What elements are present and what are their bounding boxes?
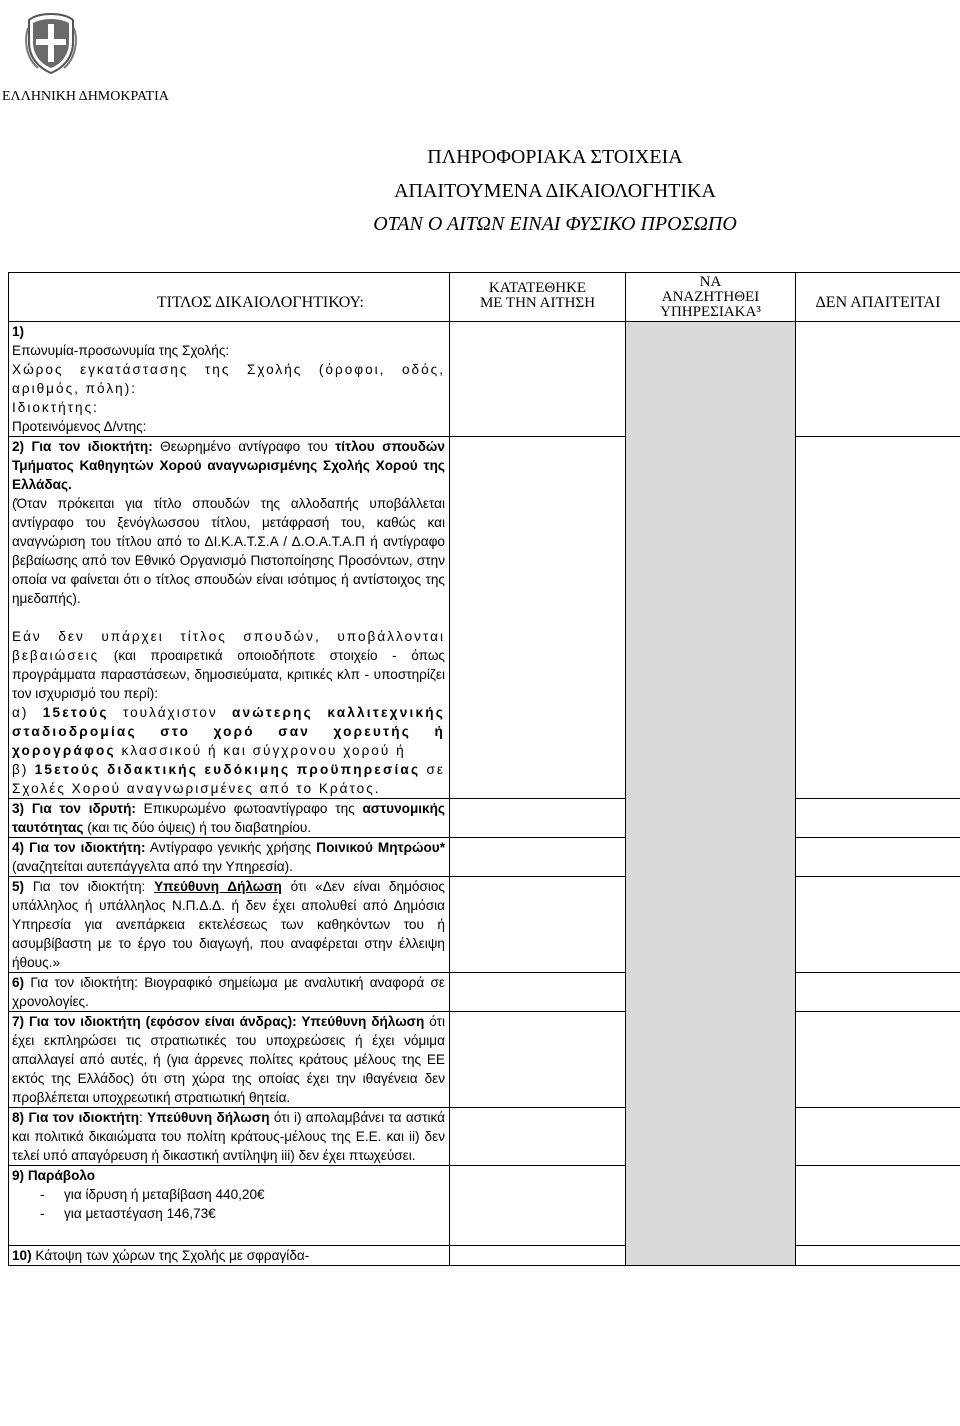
table-row [9,973,960,1012]
row-8-text [9,1108,450,1166]
table-row [9,838,960,877]
row-7-lead: 7) Για τον ιδιοκτήτη (εφόσον είναι άνδρας): Υπεύθυνη δήλωση [12,1014,425,1029]
to-search-shaded-column [626,322,796,1266]
row-10-number: 10) [12,1248,32,1263]
row-1-line-4: Ιδιοκτήτης: [12,400,99,415]
table-row [9,322,960,437]
table-row [9,1246,960,1266]
row-10-submitted-cell[interactable] [450,1246,626,1266]
row-3-submitted-cell[interactable] [450,799,626,838]
table-row [9,799,960,838]
row-8-text-a: ότι i) απολαμβάνει τα αστικά και πολιτικά δικαιώματα του πολίτη κράτους-μέλους της Ε.Ε. και ii) δεν τελεί υπό απαγόρευση ή δικαστική αντίληψη iii) δεν έχει πτωχεύσει. [12,1110,445,1163]
row-8-submitted-cell[interactable] [450,1108,626,1166]
row-5-not-required-cell[interactable] [796,877,960,973]
row-9-item-2 [12,1204,445,1223]
row-3-text [9,799,450,838]
row-1-line-1: Επωνυμία-προσωνυμία της Σχολής: [12,343,230,358]
row-2-no-title-a: Εάν δεν υπάρχει τίτλος σπουδών, υποβάλλονται βεβαιώσεις [12,629,445,663]
row-1-number: 1) [12,324,25,339]
row-9-item-2-text: για μεταστέγαση 146,73€ [64,1206,216,1221]
title-line-1: ΠΛΗΡΟΦΟΡΙΑΚΑ ΣΤΟΙΧΕΙΑ [427,146,683,168]
header-to-search [626,273,796,322]
row-3-text-a: Επικυρωμένο φωτοαντίγραφο της [135,801,363,816]
row-4-not-required-cell[interactable] [796,838,960,877]
header-not-required: ΔΕΝ ΑΠΑΙΤΕΙΤΑΙ [796,273,960,322]
row-2-text-a: Θεωρημένο αντίγραφο του [152,439,336,454]
row-5-declaration: Υπεύθυνη Δήλωση [154,879,282,894]
row-3-not-required-cell[interactable] [796,799,960,838]
row-2-alpha-tail: κλασσικού ή και σύγχρονου χορού ή [115,743,406,758]
row-2-beta-label: β) [12,762,35,777]
row-4-text-b: (αναζητείται αυτεπάγγελτα από την Υπηρεσία). [12,859,293,874]
row-5-text-a: Για τον ιδιοκτήτη: [24,879,155,894]
table-row [9,1012,960,1108]
table-header-row [9,273,960,322]
row-2-bold-title: τίτλου σπουδών Τμήματος Καθηγητών Χορού αναγνωρισμένης Σχολής Χορού της Ελλάδας. [12,439,445,492]
row-6-text-a: Για τον ιδιοκτήτη: Βιογραφικό σημείωμα με αναλυτική αναφορά σε χρονολογίες. [12,975,445,1009]
row-2-beta-service: 15ετούς διδακτικής ευδόκιμης προϋπηρεσίας [34,762,421,777]
row-3-text-b: (και τις δύο όψεις) ή του διαβατηρίου. [83,820,312,835]
row-2-alpha-years: 15ετούς [42,705,109,720]
header-search-line-3: ΥΠΗΡΕΣΙΑΚΑ³ [660,304,761,320]
header-submitted-line-2: ΜΕ ΤΗΝ ΑΙΤΗΣΗ [479,295,596,311]
row-7-text-a: ότι έχει εκπληρώσει τις στρατιωτικές του υποχρεώσεις ή έχει νόμιμα απαλλαγεί από αυτές, ή (για άρρενες πολίτες κράτους μέλους της ΕΕ εκτός της Ελλάδος) ότι στη χώρα της οποίας έχει την ιθαγένεια δεν προβλέπεται υποχρεωτική στρατιωτική θητεία. [12,1014,445,1105]
row-6-submitted-cell[interactable] [450,973,626,1012]
header-search-line-1: ΝΑ [699,274,722,290]
table-row [9,437,960,799]
coat-of-arms-icon [22,10,80,76]
row-5-text-b: ότι «Δεν είναι δημόσιος υπάλληλος ή υπάλληλος Ν.Π.Δ.Δ. ή δεν έχει απολυθεί από Δημόσια Υπηρεσία για ανεπάρκεια εκτελέσεως των καθηκόντων του ή ασυμβίβαστη με το έργο του διαγωγή, που αναφέρεται στην έλλειψη ήθους.» [12,879,445,970]
row-10-text [9,1246,450,1266]
row-10-not-required-cell[interactable] [796,1246,960,1266]
row-8-not-required-cell[interactable] [796,1108,960,1166]
row-6-not-required-cell[interactable] [796,973,960,1012]
row-1-submitted-cell[interactable] [450,322,626,437]
header-submitted-line-1: ΚΑΤΑΤΕΘΗΚΕ [488,280,587,296]
table-row [9,877,960,973]
row-1-not-required-cell[interactable] [796,322,960,437]
row-7-not-required-cell[interactable] [796,1012,960,1108]
header-document-title: ΤΙΤΛΟΣ ΔΙΚΑΙΟΛΟΓΗΤΙΚΟΥ: [9,273,450,322]
row-1-line-2: Χώρος εγκατάστασης της Σχολής (όροφοι, οδός, [12,362,445,377]
row-5-text [9,877,450,973]
header-submitted [450,273,626,322]
row-9-text [9,1166,450,1246]
row-9-lead: 9) Παράβολο [12,1168,96,1183]
state-name: ΕΛΛΗΝΙΚΗ ΔΗΜΟΚΡΑΤΙΑ [2,89,169,104]
row-2-text [9,437,450,799]
row-10-text-a: Κάτοψη των χώρων της Σχολής με σφραγίδα- [31,1248,310,1263]
row-7-text [9,1012,450,1108]
row-4-text-a: Αντίγραφο γενικής χρήσης [145,840,317,855]
row-8-declaration: Υπεύθυνη δήλωση [147,1110,270,1125]
row-1-text [9,322,450,437]
row-8-colon: : [139,1110,148,1125]
row-2-not-required-cell[interactable] [796,437,960,799]
row-2-alpha-career: ανώτερης καλλιτεχνικής σταδιοδρομίας στο χορό σαν χορευτής ή χορογράφος [12,705,445,758]
row-7-submitted-cell[interactable] [450,1012,626,1108]
row-8-lead: 8) Για τον ιδιοκτήτη [12,1110,140,1125]
row-1-line-5: Προτεινόμενος Δ/ντης: [12,419,147,434]
row-1-line-3: αριθμός, πόλη): [12,381,138,396]
row-9-item-1 [12,1185,445,1204]
row-2-alpha-label: α) [12,705,43,720]
table-row [9,1108,960,1166]
row-9-submitted-cell[interactable] [450,1166,626,1246]
row-6-text [9,973,450,1012]
row-5-number: 5) [12,879,25,894]
row-4-text [9,838,450,877]
row-2-lead: 2) Για τον ιδιοκτήτη: [12,439,153,454]
row-3-lead: 3) Για τον ιδρυτή: [12,801,136,816]
row-3-id-card: αστυνομικής ταυτότητας [12,801,445,835]
row-9-item-1-text: για ίδρυση ή μεταβίβαση 440,20€ [64,1187,265,1202]
title-line-3: ΟΤΑΝ Ο ΑΙΤΩΝ ΕΙΝΑΙ ΦΥΣΙΚΟ ΠΡΟΣΩΠΟ [373,213,737,235]
row-6-number: 6) [12,975,25,990]
row-2-foreign-note: (Όταν πρόκειται για τίτλο σπουδών της αλλοδαπής υποβάλλεται αντίγραφο του ξενόγλωσσου τίτλου, μετάφρασή του, καθώς και αναγνώριση του τίτλου από το ΔΙ.Κ.Α.Τ.Σ.Α / Δ.Ο.Α.Τ.Α.Π ή αντίγραφο βεβαίωσης από τον Εθνικό Οργανισμό Πιστοποίησης Προσόντων, στην οποία να φαίνεται ότι ο τίτλος σπουδών είναι ισότιμος ή αντίστοιχος της ημεδαπής). [12,496,445,606]
row-2-submitted-cell[interactable] [450,437,626,799]
row-4-submitted-cell[interactable] [450,838,626,877]
header-search-line-2: ΑΝΑΖΗΤΗΘΕΙ [661,289,760,305]
table-row [9,1166,960,1246]
row-2-no-title-b: (και προαιρετικά οποιοδήποτε στοιχείο - όπως προγράμματα παραστάσεων, δημοσιεύματα, κριτικές κλπ - υποστηρίζει τον ισχυρισμό του περί): [12,648,445,701]
row-5-submitted-cell[interactable] [450,877,626,973]
row-4-lead: 4) Για τον ιδιοκτήτη: [12,840,146,855]
documents-table [8,272,960,1266]
title-line-2: ΑΠΑΙΤΟΥΜΕΝΑ ΔΙΚΑΙΟΛΟΓΗΤΙΚΑ [394,180,716,202]
row-2-alpha-text: τουλάχιστον [108,705,232,720]
row-2-beta-tail: σε Σχολές Χορού αναγνωρισμένες από το Κράτος. [12,762,445,796]
row-9-not-required-cell[interactable] [796,1166,960,1246]
row-4-criminal-record: Ποινικού Μητρώου* [316,840,445,855]
